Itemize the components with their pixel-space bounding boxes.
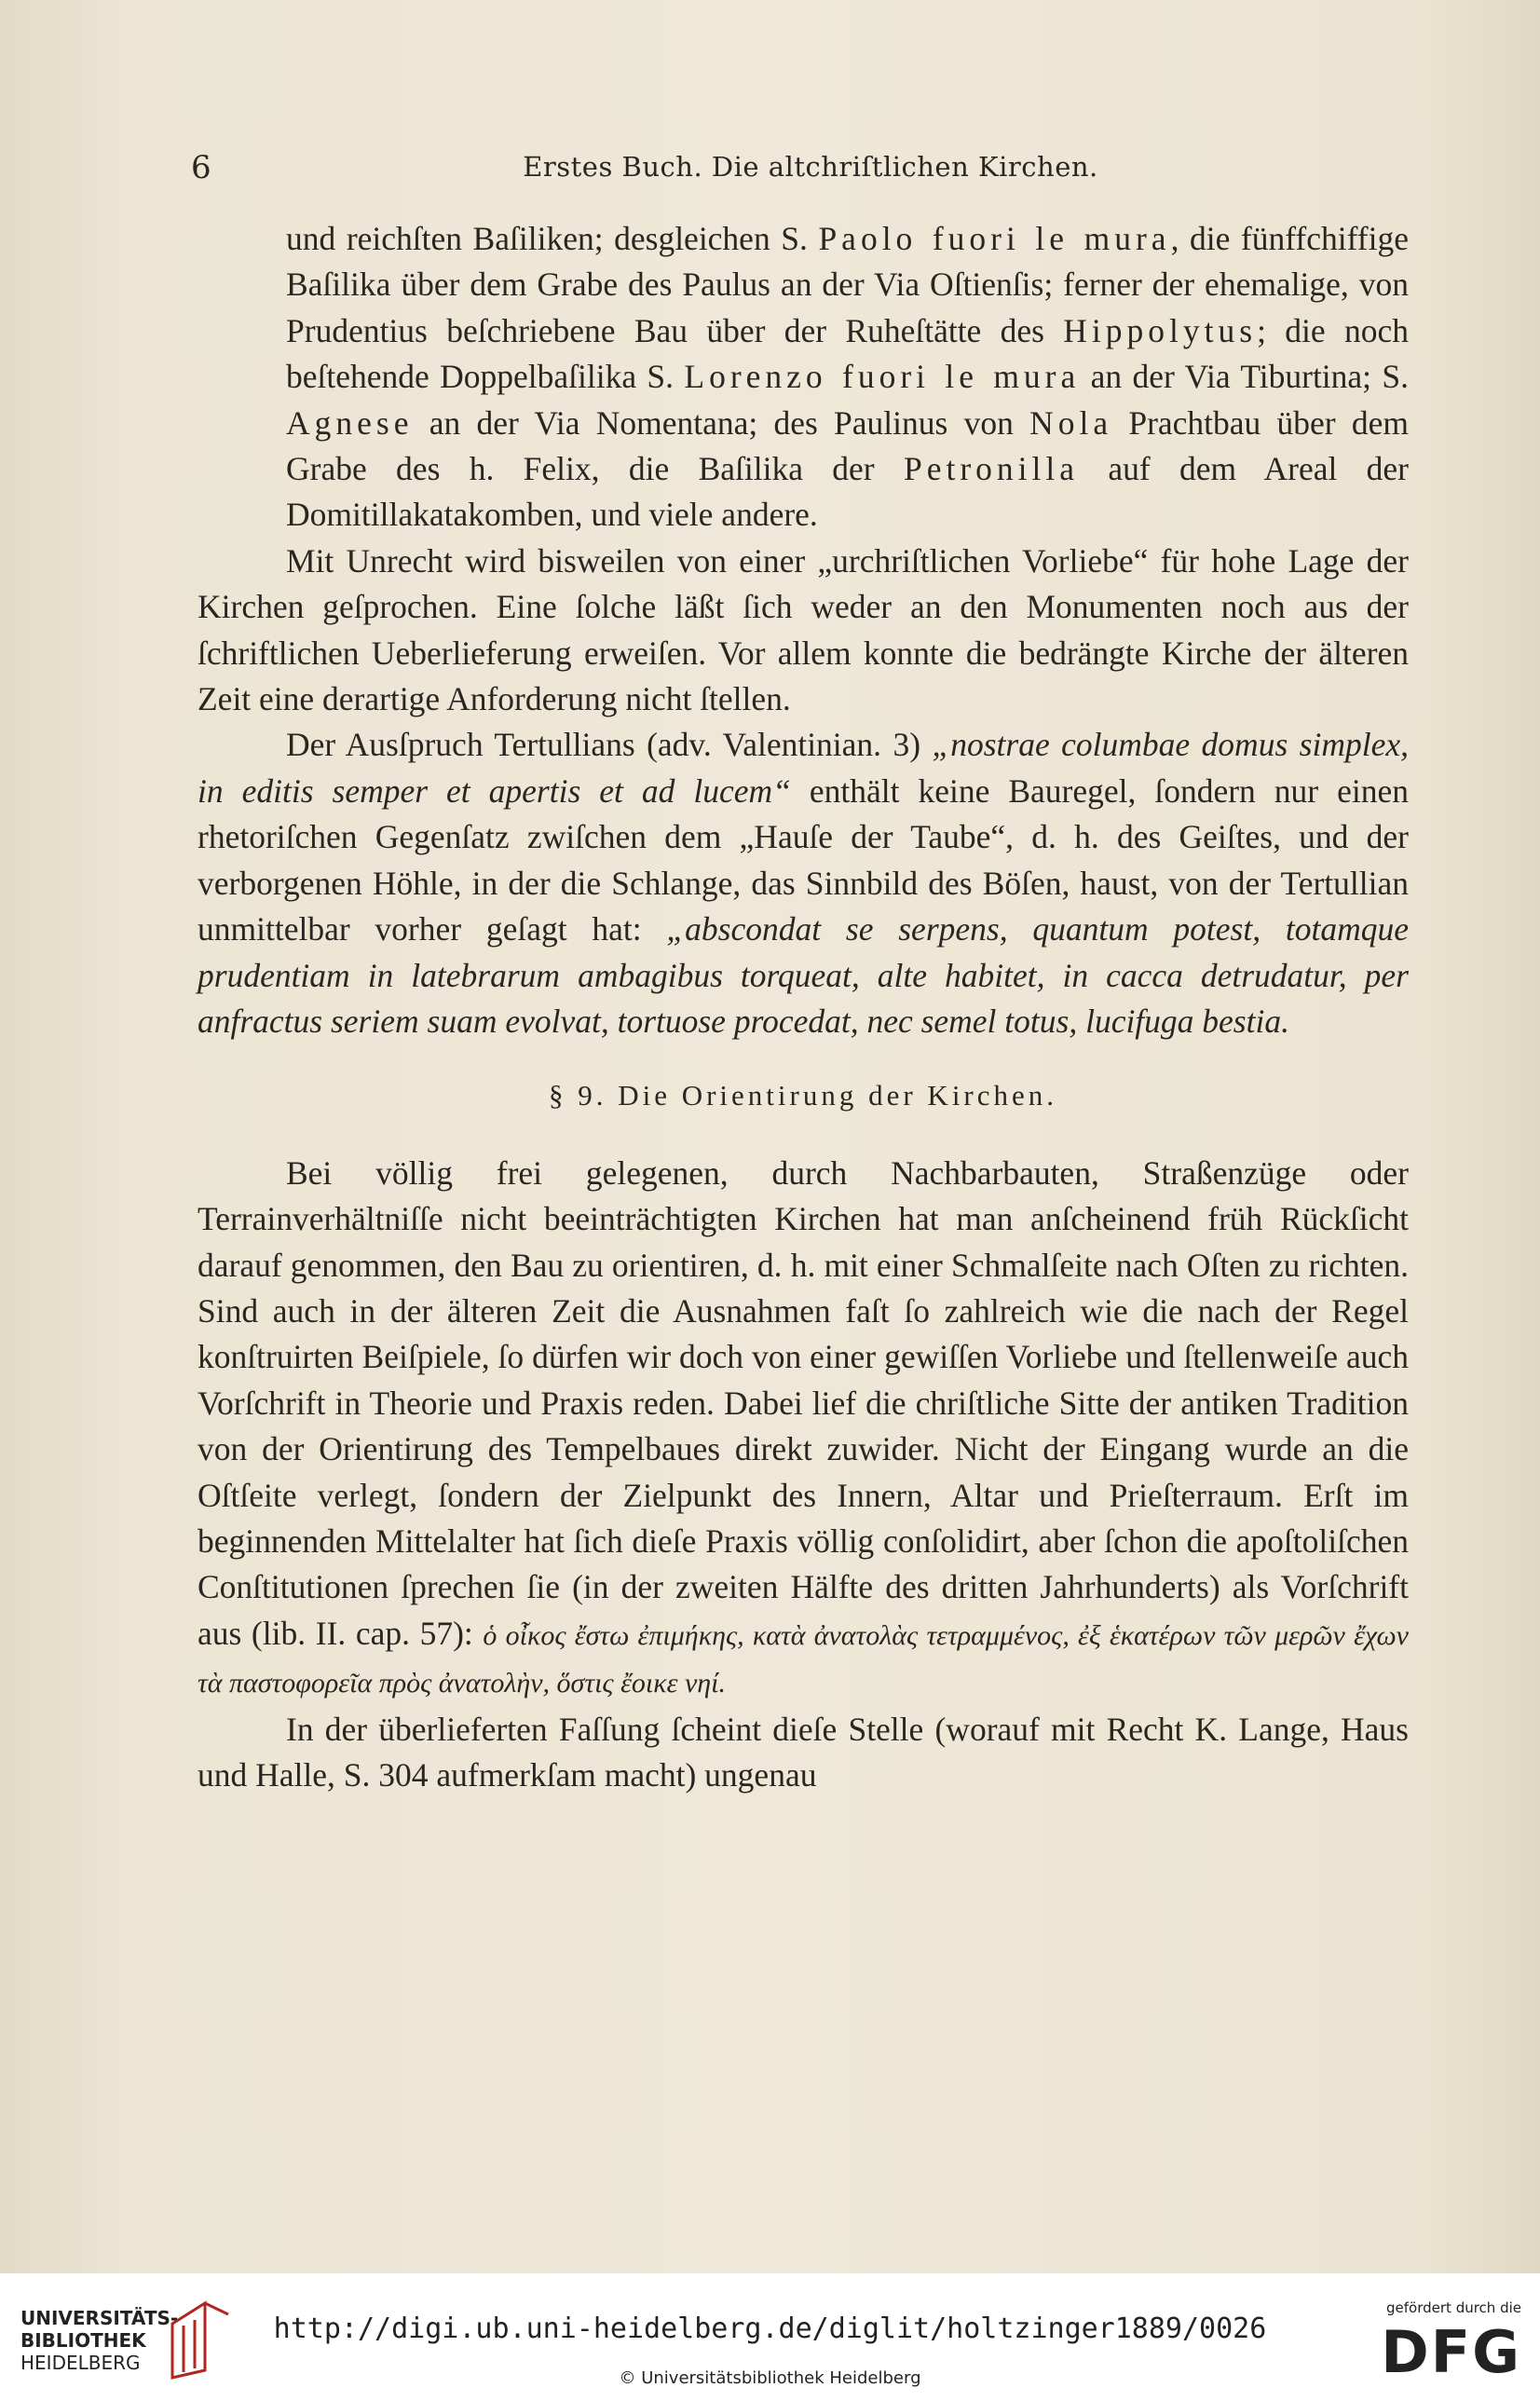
paragraph-5: In der überlieferten Faſſung ſcheint dieſe Stelle (worauf mit Recht K. Lange, Haus und Halle, S. 304 aufmerkſam macht) ungenau	[198, 1710, 1409, 1794]
paragraph-1	[198, 216, 1409, 539]
dfg-logo: DFG	[1381, 2318, 1521, 2386]
text-run: Prachtbau über dem Grabe des h. Felix, die Baſilika der	[286, 403, 1409, 488]
running-head	[191, 149, 1430, 196]
library-line: UNIVERSITÄTS-	[20, 2307, 179, 2329]
text-run: enthält keine Bauregel, ſondern nur einen rhetoriſchen Gegenſatz zwiſchen dem „Hauſe der Taube“, d. h. des Geiſtes, und der verborgenen Höhle, in der die Schlange, das Sinnbild des Böſen, haust, von der Tertullian unmittelbar vorher geſagt hat:	[198, 771, 1409, 948]
paragraph-4	[198, 1151, 1409, 1707]
text-run: und reichſten Baſiliken; desgleichen S.	[286, 220, 819, 257]
running-title: Erstes Buch. Die altchriſtlichen Kirchen.	[523, 151, 1098, 183]
spaced-name: Agnese	[286, 403, 414, 442]
text-run: , die fünffchiffige Baſilika über dem Grabe des Paulus an der Via Oſtienſis; ferner der ehemalige, von Prudentius beſchriebene Bau über der Ruheſtätte des	[286, 220, 1409, 349]
permalink[interactable]: http://digi.ub.uni-heidelberg.de/diglit/holtzinger1889/0026	[273, 2312, 1267, 2345]
paragraph-2: Mit Unrecht wird bisweilen von einer „urchriſtlichen Vorliebe“ für hohe Lage der Kirchen geſprochen. Eine ſolche läßt ſich weder an den Monumenten noch aus der ſchriftlichen Ueberlieferung erweiſen. Vor allem konnte die bedrängte Kirche der älteren Zeit eine derartige Anforderung nicht ſtellen.	[198, 541, 1409, 718]
text-run: Bei völlig frei gelegenen, durch Nachbarbauten, Straßenzüge oder Terrainverhältniſſe nicht beeinträchtigten Kirchen hat man anſcheinend früh Rückſicht darauf genommen, den Bau zu orientiren, d. h. mit einer Schmalſeite nach Oſten zu richten. Sind auch in der älteren Zeit die Ausnahmen faſt ſo zahlreich wie die nach der Regel konſtruirten Beiſpiele, ſo dürfen wir doch von einer gewiſſen Vorliebe und ſtellenweiſe auch Vorſchrift in Theorie und Praxis reden. Dabei lief die chriſtliche Sitte der antiken Tradition von der Orientirung des Tempelbaues direkt zuwider. Nicht der Eingang wurde an die Oſtſeite verlegt, ſondern der Zielpunkt des Innern, Altar und Prieſterraum. Erſt im beginnenden Mittelalter hat ſich dieſe Praxis völlig conſolidirt, aber ſchon die apoſtoliſchen Conſtitutionen ſprechen ſie (in der zweiten Hälfte des dritten Jahrhunderts) als Vorſchrift aus (lib. II. cap. 57):	[198, 1153, 1409, 1652]
greek-quote: ὁ οἶκος ἔστω ἐπιμήκης, κατὰ ἀνατολὰς τετραμμένος, ἐξ ἑκατέρων τῶν μερῶν ἔχων τὰ παστοφορεῖα πρὸς ἀνατολὴν, ὅστις ἔοικε νηί.	[198, 1619, 1409, 1699]
text-run: an der Via Tiburtina; S.	[1080, 358, 1410, 396]
text-run: an der Via Nomentana; des Paulinus von	[413, 403, 1030, 442]
text-run: Der Ausſpruch Tertullians (adv. Valentinian. 3)	[286, 726, 933, 764]
latin-quote: „abscondat se serpens, quantum potest, totamque prudentiam in latebrarum ambagibus torqueat, alte habitet, in cacca detrudatur, per anfractus seriem suam evolvat, tortuose procedat, nec semel totus, lucifuga bestia.	[198, 910, 1409, 1040]
spaced-name: Petronilla	[903, 450, 1079, 488]
copyright-notice: © Universitätsbibliothek Heidelberg	[619, 2368, 921, 2388]
latin-quote: „nostrae columbae domus simplex, in editis semper et apertis et ad lucem“	[198, 726, 1409, 810]
page-number: 6	[191, 149, 212, 186]
library-line: BIBLIOTHEK	[20, 2329, 146, 2352]
text-run: auf dem Areal der Domitillakatakomben, und viele andere.	[286, 450, 1409, 534]
spaced-name: Nola	[1029, 403, 1113, 442]
body-text	[198, 216, 1409, 1798]
spaced-name: Hippolytus	[1063, 311, 1258, 349]
text-run: ; die noch beſtehende Doppelbaſilika S.	[286, 311, 1409, 396]
funding-label: gefördert durch die	[1386, 2299, 1521, 2316]
library-line: HEIDELBERG	[20, 2352, 141, 2374]
spaced-name: Paolo fuori le mura	[818, 220, 1171, 257]
footer-bar	[0, 2273, 1540, 2401]
spaced-name: Lorenzo fuori le mura	[684, 358, 1081, 396]
section-heading: § 9. Die Orientirung der Kirchen.	[548, 1079, 1058, 1112]
paragraph-3	[198, 722, 1409, 1044]
